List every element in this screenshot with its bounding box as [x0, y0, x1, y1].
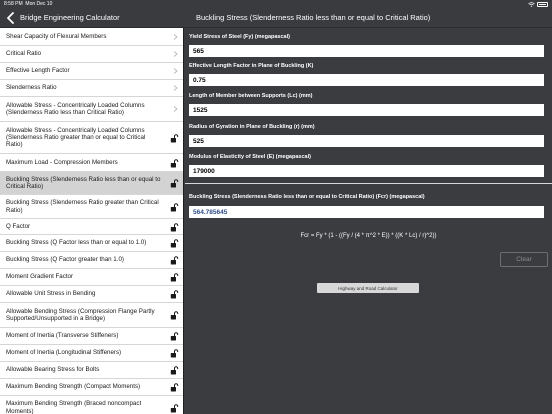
sidebar-item-inertia-transverse[interactable] [0, 328, 183, 345]
lock-open-icon [170, 134, 179, 143]
sidebar-item-label: Shear Capacity of Flexural Members [6, 32, 107, 40]
sidebar-item-slenderness-ratio[interactable] [0, 80, 183, 97]
sidebar-item-effective-length[interactable] [0, 63, 183, 80]
status-time: 8:58 PM [4, 1, 23, 7]
lock-open-icon [170, 404, 179, 413]
section-divider [185, 183, 552, 184]
e-input[interactable]: 179000 [189, 165, 544, 177]
clear-button[interactable]: Clear [500, 252, 548, 267]
sidebar-item-label: Buckling Stress (Q Factor less than or equal to 1.0) [6, 239, 147, 247]
lock-open-icon [170, 349, 179, 358]
chevron-right-icon [173, 85, 178, 91]
sidebar-item-label: Allowable Bearing Stress for Bolts [6, 366, 100, 374]
battery-icon [537, 2, 548, 7]
sidebar-item-label: Allowable Bending Stress (Compression Flange Partly Supported/Unsupported in a Bridge) [6, 307, 155, 322]
sidebar-item-label: Buckling Stress (Q Factor greater than 1.0) [6, 256, 124, 264]
sidebar-item-label: Q Factor [6, 222, 31, 230]
lock-open-icon [170, 159, 179, 168]
sidebar-item-allowable-stress-less[interactable] [0, 97, 183, 122]
lock-open-icon [170, 256, 179, 265]
page-title: Buckling Stress (Slenderness Ratio less than or equal to Critical Ratio) [196, 13, 431, 22]
sidebar-item-label: Buckling Stress (Slenderness Ratio less than or equal to Critical Ratio) [6, 175, 161, 190]
header-left [0, 8, 184, 27]
r-input[interactable]: 525 [189, 135, 544, 147]
k-input[interactable]: 0.75 [189, 74, 544, 86]
sidebar-item-label: Buckling Stress (Slenderness Ratio greater than Critical Ratio) [6, 199, 159, 214]
back-chevron-icon[interactable] [6, 12, 15, 24]
sidebar-item-buckling-stress-greater[interactable] [0, 195, 183, 219]
lc-input[interactable]: 1525 [189, 104, 544, 116]
lc-label: Length of Member between Supports (Lc) (mm) [189, 93, 313, 99]
sidebar-item-label: Moment of Inertia (Longitudinal Stiffeners) [6, 349, 122, 357]
sidebar-item-critical-ratio[interactable] [0, 46, 183, 63]
lock-open-icon [170, 239, 179, 248]
r-label: Radius of Gyration in Plane of Buckling (r) (mm) [189, 124, 315, 130]
lock-open-icon [170, 290, 179, 299]
sidebar-item-bending-compact[interactable] [0, 379, 183, 396]
sidebar-item-bending-braced-noncompact[interactable] [0, 396, 183, 414]
sidebar-item-label: Slenderness Ratio [6, 84, 57, 92]
sidebar [0, 28, 184, 414]
sidebar-item-inertia-longitudinal[interactable] [0, 345, 183, 362]
sidebar-item-label: Allowable Stress - Concentrically Loaded Columns (Slenderness Ratio greater than or equal to Critical Ratio) [6, 126, 146, 149]
sidebar-item-label: Critical Ratio [6, 50, 42, 58]
sidebar-item-unit-stress-bending[interactable] [0, 286, 183, 303]
fcr-result: 564.785645 [189, 206, 544, 218]
status-date: Mon Dec 10 [25, 1, 53, 7]
status-right [528, 2, 548, 7]
lock-open-icon [170, 203, 179, 212]
calculator-panel [185, 28, 552, 414]
chevron-right-icon [173, 51, 178, 57]
lock-open-icon [170, 366, 179, 375]
status-bar [0, 0, 552, 8]
navigation-header [0, 8, 552, 28]
lock-open-icon [170, 179, 179, 188]
sidebar-item-shear-capacity[interactable] [0, 28, 183, 46]
sidebar-item-label: Maximum Load - Compression Members [6, 158, 118, 166]
sidebar-item-moment-gradient[interactable] [0, 269, 183, 286]
sidebar-item-label: Allowable Unit Stress in Bending [6, 290, 96, 298]
wifi-icon [528, 2, 535, 7]
sidebar-item-label: Moment of Inertia (Transverse Stiffeners) [6, 332, 119, 340]
fy-input[interactable]: 565 [189, 45, 544, 57]
sidebar-item-allowable-stress-greater[interactable] [0, 122, 183, 154]
sidebar-item-buckling-q-less[interactable] [0, 235, 183, 252]
lock-open-icon [170, 311, 179, 320]
lock-open-icon [170, 223, 179, 232]
sidebar-item-bearing-stress-bolts[interactable] [0, 362, 183, 379]
chevron-right-icon [173, 68, 178, 74]
sidebar-item-label: Effective Length Factor [6, 67, 70, 75]
sidebar-item-maximum-load[interactable] [0, 154, 183, 172]
sidebar-item-q-factor[interactable] [0, 219, 183, 235]
highway-road-calculator-button[interactable]: Highway and Road Calculator [317, 283, 419, 293]
sidebar-item-label: Maximum Bending Strength (Braced noncompact Moments) [6, 400, 142, 414]
chevron-right-icon [173, 34, 178, 40]
sidebar-item-label: Moment Gradient Factor [6, 273, 74, 281]
e-label: Modulus of Elasticity of Steel (E) (megapascal) [189, 154, 311, 160]
sidebar-item-buckling-stress-less[interactable] [0, 172, 183, 195]
k-label: Effective Length Factor in Plane of Buckling (K) [189, 63, 314, 69]
lock-open-icon [170, 383, 179, 392]
status-time-date [4, 1, 52, 7]
sidebar-item-label: Allowable Stress - Concentrically Loaded Columns (Slenderness Ratio less than Critical Ratio) [6, 101, 145, 116]
chevron-right-icon [173, 106, 178, 112]
sidebar-item-label: Maximum Bending Strength (Compact Moments) [6, 383, 141, 391]
fcr-label: Buckling Stress (Slenderness Ratio less than or equal to Critical Ratio) (Fcr) (megapascal) [189, 194, 425, 200]
lock-open-icon [170, 332, 179, 341]
formula-text: Fcr = Fy * (1 - ((Fy / (4 * π^2 * E)) * ((K * Lc) / r)^2)) [300, 233, 437, 239]
app-title: Bridge Engineering Calculator [20, 13, 120, 22]
fy-label: Yield Stress of Steel (Fy) (megapascal) [189, 34, 290, 40]
sidebar-item-allowable-bending-stress[interactable] [0, 303, 183, 328]
lock-open-icon [170, 273, 179, 282]
sidebar-item-buckling-q-greater[interactable] [0, 252, 183, 269]
